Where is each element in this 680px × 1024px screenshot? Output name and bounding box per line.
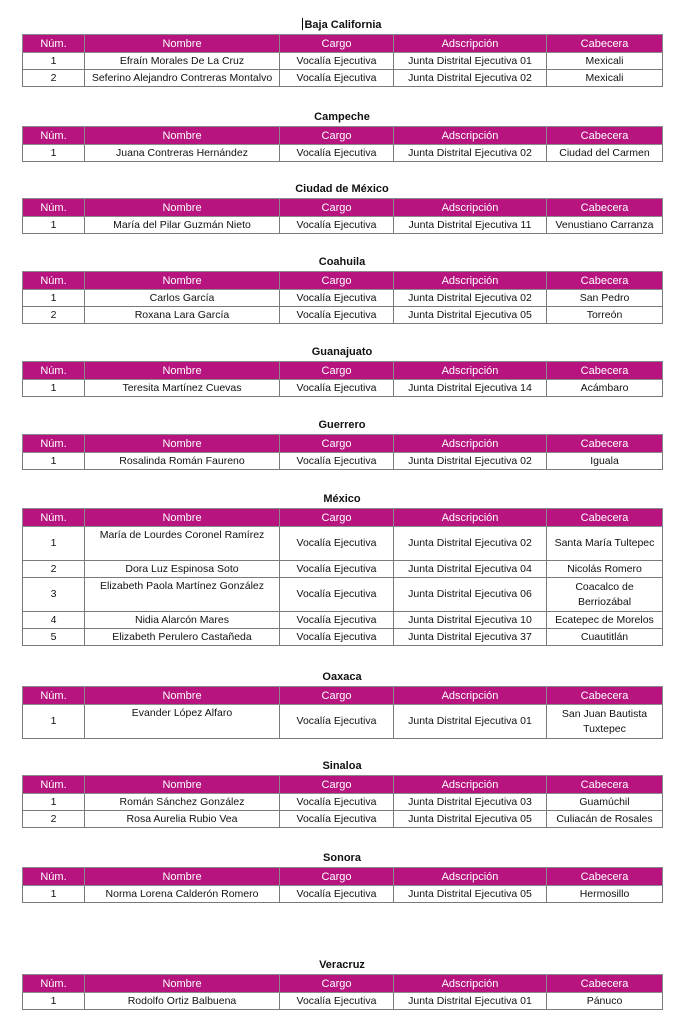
cell-adscripcion: Junta Distrital Ejecutiva 37 xyxy=(394,629,547,646)
cell-cargo: Vocalía Ejecutiva xyxy=(280,453,394,470)
header-cargo: Cargo xyxy=(280,975,394,993)
table-row xyxy=(23,217,663,234)
table-row xyxy=(23,453,663,470)
state-section xyxy=(22,757,662,828)
cell-cabecera: Pánuco xyxy=(547,993,663,1010)
cell-num: 1 xyxy=(23,705,85,739)
state-title-text: Coahuila xyxy=(318,256,366,268)
cell-num: 5 xyxy=(23,629,85,646)
cell-num: 1 xyxy=(23,380,85,397)
cell-cabecera: Torreón xyxy=(547,307,663,324)
state-title xyxy=(22,16,662,34)
staff-table xyxy=(22,126,663,162)
table-header-row xyxy=(23,776,663,794)
header-nombre: Nombre xyxy=(85,272,280,290)
state-title xyxy=(22,253,662,271)
cell-num: 2 xyxy=(23,561,85,578)
cell-cargo: Vocalía Ejecutiva xyxy=(280,70,394,87)
state-title-text: Guanajuato xyxy=(311,346,373,358)
header-cargo: Cargo xyxy=(280,362,394,380)
state-section xyxy=(22,416,662,470)
header-adscripcion: Adscripción xyxy=(394,127,547,145)
table-header-row xyxy=(23,362,663,380)
cell-cabecera: Nicolás Romero xyxy=(547,561,663,578)
state-section xyxy=(22,668,662,739)
staff-table xyxy=(22,198,663,234)
header-cargo: Cargo xyxy=(280,687,394,705)
cell-nombre: Elizabeth Paola Martínez González xyxy=(85,578,280,612)
cell-nombre: Rodolfo Ortiz Balbuena xyxy=(85,993,280,1010)
cell-adscripcion: Junta Distrital Ejecutiva 02 xyxy=(394,453,547,470)
cell-cargo: Vocalía Ejecutiva xyxy=(280,217,394,234)
cell-cargo: Vocalía Ejecutiva xyxy=(280,53,394,70)
cell-nombre: Nidia Alarcón Mares xyxy=(85,612,280,629)
cell-adscripcion: Junta Distrital Ejecutiva 02 xyxy=(394,527,547,561)
cell-num: 1 xyxy=(23,53,85,70)
state-title-text: México xyxy=(323,493,361,505)
cell-cargo: Vocalía Ejecutiva xyxy=(280,794,394,811)
state-title-text: Sonora xyxy=(323,852,361,864)
header-nombre: Nombre xyxy=(85,199,280,217)
state-title-text: Guerrero xyxy=(318,419,366,431)
header-adscripcion: Adscripción xyxy=(394,272,547,290)
cell-cargo: Vocalía Ejecutiva xyxy=(280,811,394,828)
cell-nombre: Rosa Aurelia Rubio Vea xyxy=(85,811,280,828)
state-section xyxy=(22,108,662,162)
cell-adscripcion: Junta Distrital Ejecutiva 02 xyxy=(394,145,547,162)
header-nombre: Nombre xyxy=(85,127,280,145)
header-cargo: Cargo xyxy=(280,199,394,217)
cell-cabecera: Coacalco de Berriozábal xyxy=(547,578,663,612)
table-row xyxy=(23,578,663,612)
state-title-text: Baja California xyxy=(304,19,382,31)
header-cabecera: Cabecera xyxy=(547,868,663,886)
cell-num: 4 xyxy=(23,612,85,629)
cell-cabecera: Culiacán de Rosales xyxy=(547,811,663,828)
header-num: Núm. xyxy=(23,776,85,794)
state-title-text: Sinaloa xyxy=(322,760,362,772)
cell-num: 3 xyxy=(23,578,85,612)
header-cabecera: Cabecera xyxy=(547,35,663,53)
cell-cargo: Vocalía Ejecutiva xyxy=(280,307,394,324)
header-cargo: Cargo xyxy=(280,127,394,145)
state-section xyxy=(22,956,662,1010)
cell-nombre: Seferino Alejandro Contreras Montalvo xyxy=(85,70,280,87)
header-nombre: Nombre xyxy=(85,975,280,993)
table-row xyxy=(23,290,663,307)
cell-nombre: Elizabeth Perulero Castañeda xyxy=(85,629,280,646)
cell-adscripcion: Junta Distrital Ejecutiva 02 xyxy=(394,70,547,87)
cell-cabecera: Mexicali xyxy=(547,70,663,87)
cell-adscripcion: Junta Distrital Ejecutiva 14 xyxy=(394,380,547,397)
header-cargo: Cargo xyxy=(280,509,394,527)
header-cargo: Cargo xyxy=(280,435,394,453)
header-cabecera: Cabecera xyxy=(547,687,663,705)
cell-cabecera: Guamúchil xyxy=(547,794,663,811)
cell-nombre: Evander López Alfaro xyxy=(85,705,280,739)
cell-adscripcion: Junta Distrital Ejecutiva 11 xyxy=(394,217,547,234)
state-title xyxy=(22,180,662,198)
state-title xyxy=(22,956,662,974)
header-num: Núm. xyxy=(23,272,85,290)
state-title xyxy=(22,757,662,775)
header-cabecera: Cabecera xyxy=(547,435,663,453)
cell-num: 2 xyxy=(23,307,85,324)
cell-cargo: Vocalía Ejecutiva xyxy=(280,886,394,903)
cell-nombre: Román Sánchez González xyxy=(85,794,280,811)
state-section xyxy=(22,16,662,87)
cell-adscripcion: Junta Distrital Ejecutiva 02 xyxy=(394,290,547,307)
cell-nombre: María de Lourdes Coronel Ramírez xyxy=(85,527,280,561)
header-num: Núm. xyxy=(23,975,85,993)
staff-table xyxy=(22,867,663,903)
header-nombre: Nombre xyxy=(85,509,280,527)
cell-num: 1 xyxy=(23,886,85,903)
table-row xyxy=(23,794,663,811)
header-nombre: Nombre xyxy=(85,687,280,705)
cell-cargo: Vocalía Ejecutiva xyxy=(280,612,394,629)
table-row xyxy=(23,145,663,162)
header-cargo: Cargo xyxy=(280,272,394,290)
cell-adscripcion: Junta Distrital Ejecutiva 05 xyxy=(394,307,547,324)
header-adscripcion: Adscripción xyxy=(394,435,547,453)
header-num: Núm. xyxy=(23,687,85,705)
header-nombre: Nombre xyxy=(85,776,280,794)
header-cabecera: Cabecera xyxy=(547,127,663,145)
cell-adscripcion: Junta Distrital Ejecutiva 01 xyxy=(394,705,547,739)
cell-cabecera: Acámbaro xyxy=(547,380,663,397)
cell-cabecera: San Pedro xyxy=(547,290,663,307)
state-title-text: Oaxaca xyxy=(322,671,362,683)
header-num: Núm. xyxy=(23,35,85,53)
table-row xyxy=(23,886,663,903)
table-header-row xyxy=(23,435,663,453)
cell-cargo: Vocalía Ejecutiva xyxy=(280,527,394,561)
cell-cargo: Vocalía Ejecutiva xyxy=(280,705,394,739)
state-section xyxy=(22,490,662,646)
table-row xyxy=(23,811,663,828)
table-header-row xyxy=(23,272,663,290)
table-header-row xyxy=(23,199,663,217)
header-adscripcion: Adscripción xyxy=(394,776,547,794)
state-title xyxy=(22,490,662,508)
cell-cabecera: San Juan Bautista Tuxtepec xyxy=(547,705,663,739)
cell-adscripcion: Junta Distrital Ejecutiva 01 xyxy=(394,53,547,70)
staff-table xyxy=(22,686,663,739)
cell-cargo: Vocalía Ejecutiva xyxy=(280,578,394,612)
header-adscripcion: Adscripción xyxy=(394,199,547,217)
header-num: Núm. xyxy=(23,868,85,886)
cell-num: 2 xyxy=(23,70,85,87)
staff-table xyxy=(22,508,663,646)
header-cargo: Cargo xyxy=(280,776,394,794)
table-row xyxy=(23,53,663,70)
header-adscripcion: Adscripción xyxy=(394,362,547,380)
cell-cabecera: Santa María Tultepec xyxy=(547,527,663,561)
cell-adscripcion: Junta Distrital Ejecutiva 04 xyxy=(394,561,547,578)
cell-cabecera: Venustiano Carranza xyxy=(547,217,663,234)
state-title-text: Veracruz xyxy=(319,959,365,971)
staff-table xyxy=(22,271,663,324)
table-row xyxy=(23,380,663,397)
cell-nombre: Teresita Martínez Cuevas xyxy=(85,380,280,397)
cell-num: 1 xyxy=(23,145,85,162)
header-nombre: Nombre xyxy=(85,35,280,53)
state-title-text: Ciudad de México xyxy=(295,183,389,195)
table-row xyxy=(23,561,663,578)
state-title-text: Campeche xyxy=(314,111,370,123)
header-cabecera: Cabecera xyxy=(547,975,663,993)
header-adscripcion: Adscripción xyxy=(394,975,547,993)
header-nombre: Nombre xyxy=(85,435,280,453)
cell-adscripcion: Junta Distrital Ejecutiva 10 xyxy=(394,612,547,629)
table-row xyxy=(23,705,663,739)
cell-num: 1 xyxy=(23,993,85,1010)
table-row xyxy=(23,993,663,1010)
header-cabecera: Cabecera xyxy=(547,362,663,380)
cell-num: 2 xyxy=(23,811,85,828)
cell-cabecera: Ciudad del Carmen xyxy=(547,145,663,162)
cell-num: 1 xyxy=(23,217,85,234)
cell-num: 1 xyxy=(23,290,85,307)
cell-num: 1 xyxy=(23,527,85,561)
cell-nombre: Juana Contreras Hernández xyxy=(85,145,280,162)
cell-adscripcion: Junta Distrital Ejecutiva 05 xyxy=(394,811,547,828)
header-num: Núm. xyxy=(23,199,85,217)
cell-cabecera: Ecatepec de Morelos xyxy=(547,612,663,629)
table-header-row xyxy=(23,687,663,705)
table-row xyxy=(23,527,663,561)
cell-cargo: Vocalía Ejecutiva xyxy=(280,993,394,1010)
table-header-row xyxy=(23,509,663,527)
header-nombre: Nombre xyxy=(85,362,280,380)
cell-nombre: Norma Lorena Calderón Romero xyxy=(85,886,280,903)
cell-num: 1 xyxy=(23,794,85,811)
cell-nombre: María del Pilar Guzmán Nieto xyxy=(85,217,280,234)
header-num: Núm. xyxy=(23,435,85,453)
table-row xyxy=(23,612,663,629)
state-title xyxy=(22,416,662,434)
cell-cabecera: Mexicali xyxy=(547,53,663,70)
header-cabecera: Cabecera xyxy=(547,199,663,217)
header-adscripcion: Adscripción xyxy=(394,687,547,705)
state-section xyxy=(22,180,662,234)
header-cabecera: Cabecera xyxy=(547,272,663,290)
cell-cargo: Vocalía Ejecutiva xyxy=(280,629,394,646)
cell-adscripcion: Junta Distrital Ejecutiva 05 xyxy=(394,886,547,903)
state-title xyxy=(22,108,662,126)
cell-nombre: Dora Luz Espinosa Soto xyxy=(85,561,280,578)
table-header-row xyxy=(23,127,663,145)
cell-cabecera: Iguala xyxy=(547,453,663,470)
cell-nombre: Rosalinda Román Faureno xyxy=(85,453,280,470)
cell-cabecera: Hermosillo xyxy=(547,886,663,903)
state-section xyxy=(22,253,662,324)
state-title xyxy=(22,343,662,361)
cell-cargo: Vocalía Ejecutiva xyxy=(280,290,394,307)
cell-adscripcion: Junta Distrital Ejecutiva 01 xyxy=(394,993,547,1010)
header-nombre: Nombre xyxy=(85,868,280,886)
table-row xyxy=(23,307,663,324)
cell-cargo: Vocalía Ejecutiva xyxy=(280,380,394,397)
staff-table xyxy=(22,361,663,397)
header-cabecera: Cabecera xyxy=(547,776,663,794)
cell-cargo: Vocalía Ejecutiva xyxy=(280,145,394,162)
header-cargo: Cargo xyxy=(280,868,394,886)
header-adscripcion: Adscripción xyxy=(394,509,547,527)
staff-table xyxy=(22,34,663,87)
staff-table xyxy=(22,434,663,470)
cell-nombre: Carlos García xyxy=(85,290,280,307)
cell-cargo: Vocalía Ejecutiva xyxy=(280,561,394,578)
header-num: Núm. xyxy=(23,509,85,527)
staff-table xyxy=(22,974,663,1010)
cell-nombre: Roxana Lara García xyxy=(85,307,280,324)
state-title xyxy=(22,849,662,867)
header-adscripcion: Adscripción xyxy=(394,35,547,53)
table-header-row xyxy=(23,35,663,53)
header-cargo: Cargo xyxy=(280,35,394,53)
header-num: Núm. xyxy=(23,127,85,145)
header-cabecera: Cabecera xyxy=(547,509,663,527)
cell-adscripcion: Junta Distrital Ejecutiva 03 xyxy=(394,794,547,811)
table-row xyxy=(23,70,663,87)
cell-adscripcion: Junta Distrital Ejecutiva 06 xyxy=(394,578,547,612)
state-section xyxy=(22,849,662,903)
header-num: Núm. xyxy=(23,362,85,380)
staff-table xyxy=(22,775,663,828)
state-title xyxy=(22,668,662,686)
table-row xyxy=(23,629,663,646)
header-adscripcion: Adscripción xyxy=(394,868,547,886)
cell-cabecera: Cuautitlán xyxy=(547,629,663,646)
table-header-row xyxy=(23,975,663,993)
cell-num: 1 xyxy=(23,453,85,470)
cell-nombre: Efraín Morales De La Cruz xyxy=(85,53,280,70)
table-header-row xyxy=(23,868,663,886)
state-section xyxy=(22,343,662,397)
